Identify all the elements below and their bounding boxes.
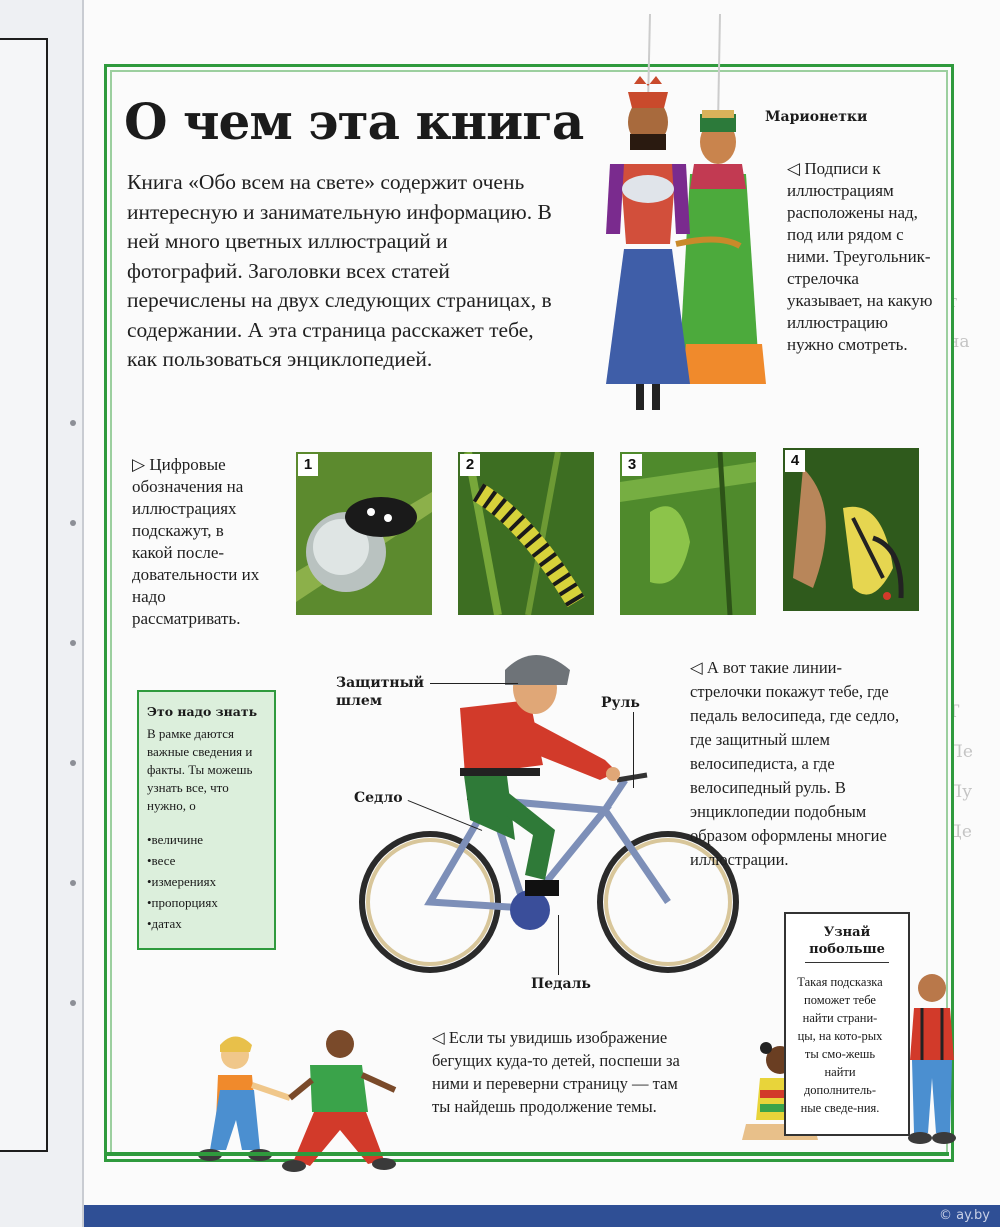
stitch-hole [70,420,76,426]
photo-number: 2 [460,454,480,476]
stitch-hole [70,760,76,766]
marionettes-caption: ◁ Подписи к иллюстрациям расположены над, под или рядом с ними. Треугольник-стрелочка указывает, на какую иллюстрацию нужно смотреть. [787,159,933,354]
left-page-edge [0,0,84,1227]
stitch-hole [70,520,76,526]
sequence-caption: ▷ Цифровые обозначения на иллюстрациях подскажут, в какой после-довательности их надо рассматривать. [132,455,260,628]
handlebar-label: Руль [601,695,640,711]
running-children-illustration [190,1020,400,1180]
bike-caption: ◁ А вот такие линии-стрелочки покажут тебе, где педаль велосипеда, где седло, где защитный шлем велосипедиста, а где велосипедный руль. В энциклопедии подобным образом оформлены многие иллюстрации. [690,658,900,869]
know-box [137,690,276,950]
watermark: © ay.by [938,1208,990,1223]
pedal-label: Педаль [531,976,591,992]
know-box-header: Это надо знать [147,704,258,719]
photo-number: 3 [622,454,642,476]
list-item: •пропорциях [147,895,218,910]
more-box-body: Такая подсказка поможет тебе найти страни-цы, на кото-рых ты смо-жешь найти дополнитель-ные сведе-ния. [797,975,883,1115]
marionettes-label: Марионетки [765,109,868,125]
more-box-divider [805,962,889,963]
stitch-hole [70,1000,76,1006]
photo-number: 4 [785,450,805,472]
handlebar-leader-line [633,712,634,788]
standing-boy-illustration [898,968,968,1148]
helmet-label: Защитный шлем [336,675,425,709]
stitch-hole [70,640,76,646]
photo-chrysalis [620,452,756,615]
intro-text: Книга «Обо всем на свете» содержит очень интересную и занимательную информацию. В ней много цветных иллюстраций и фотографий. Заголовки всех статей перечислены на двух следующих страницах, в содержании. А эта страница расскажет тебе, как пользоваться энциклопедией. [127,170,552,371]
more-box [784,912,910,1136]
left-page-frame [0,38,48,1152]
list-item: •весе [147,853,176,868]
list-item: •датах [147,916,182,931]
running-caption: ◁ Если ты увидишь изображение бегущих куда-то детей, поспеши за ними и переверни страницу — там ты найдешь продолжение темы. [432,1028,680,1116]
page-title: О чем эта книга [124,92,584,151]
know-box-body: В рамке даются важные сведения и факты. Ты можешь узнать все, что нужно, о [147,726,253,813]
photo-number: 1 [298,454,318,476]
saddle-label: Седло [354,790,403,806]
pedal-leader-line [558,915,559,975]
photo-caterpillar-hatching [296,452,432,615]
know-box-list [139,829,274,934]
marionettes-illustration [590,14,780,424]
photo-caterpillar [458,452,594,615]
stitch-hole [70,880,76,886]
page-frame-bottom [104,1152,949,1156]
helmet-leader-line [430,683,518,684]
photo-butterfly-emerging [783,448,919,611]
more-box-header: Узнай побольше [809,925,885,957]
list-item: •измерениях [147,874,217,889]
list-item: •величине [147,832,204,847]
